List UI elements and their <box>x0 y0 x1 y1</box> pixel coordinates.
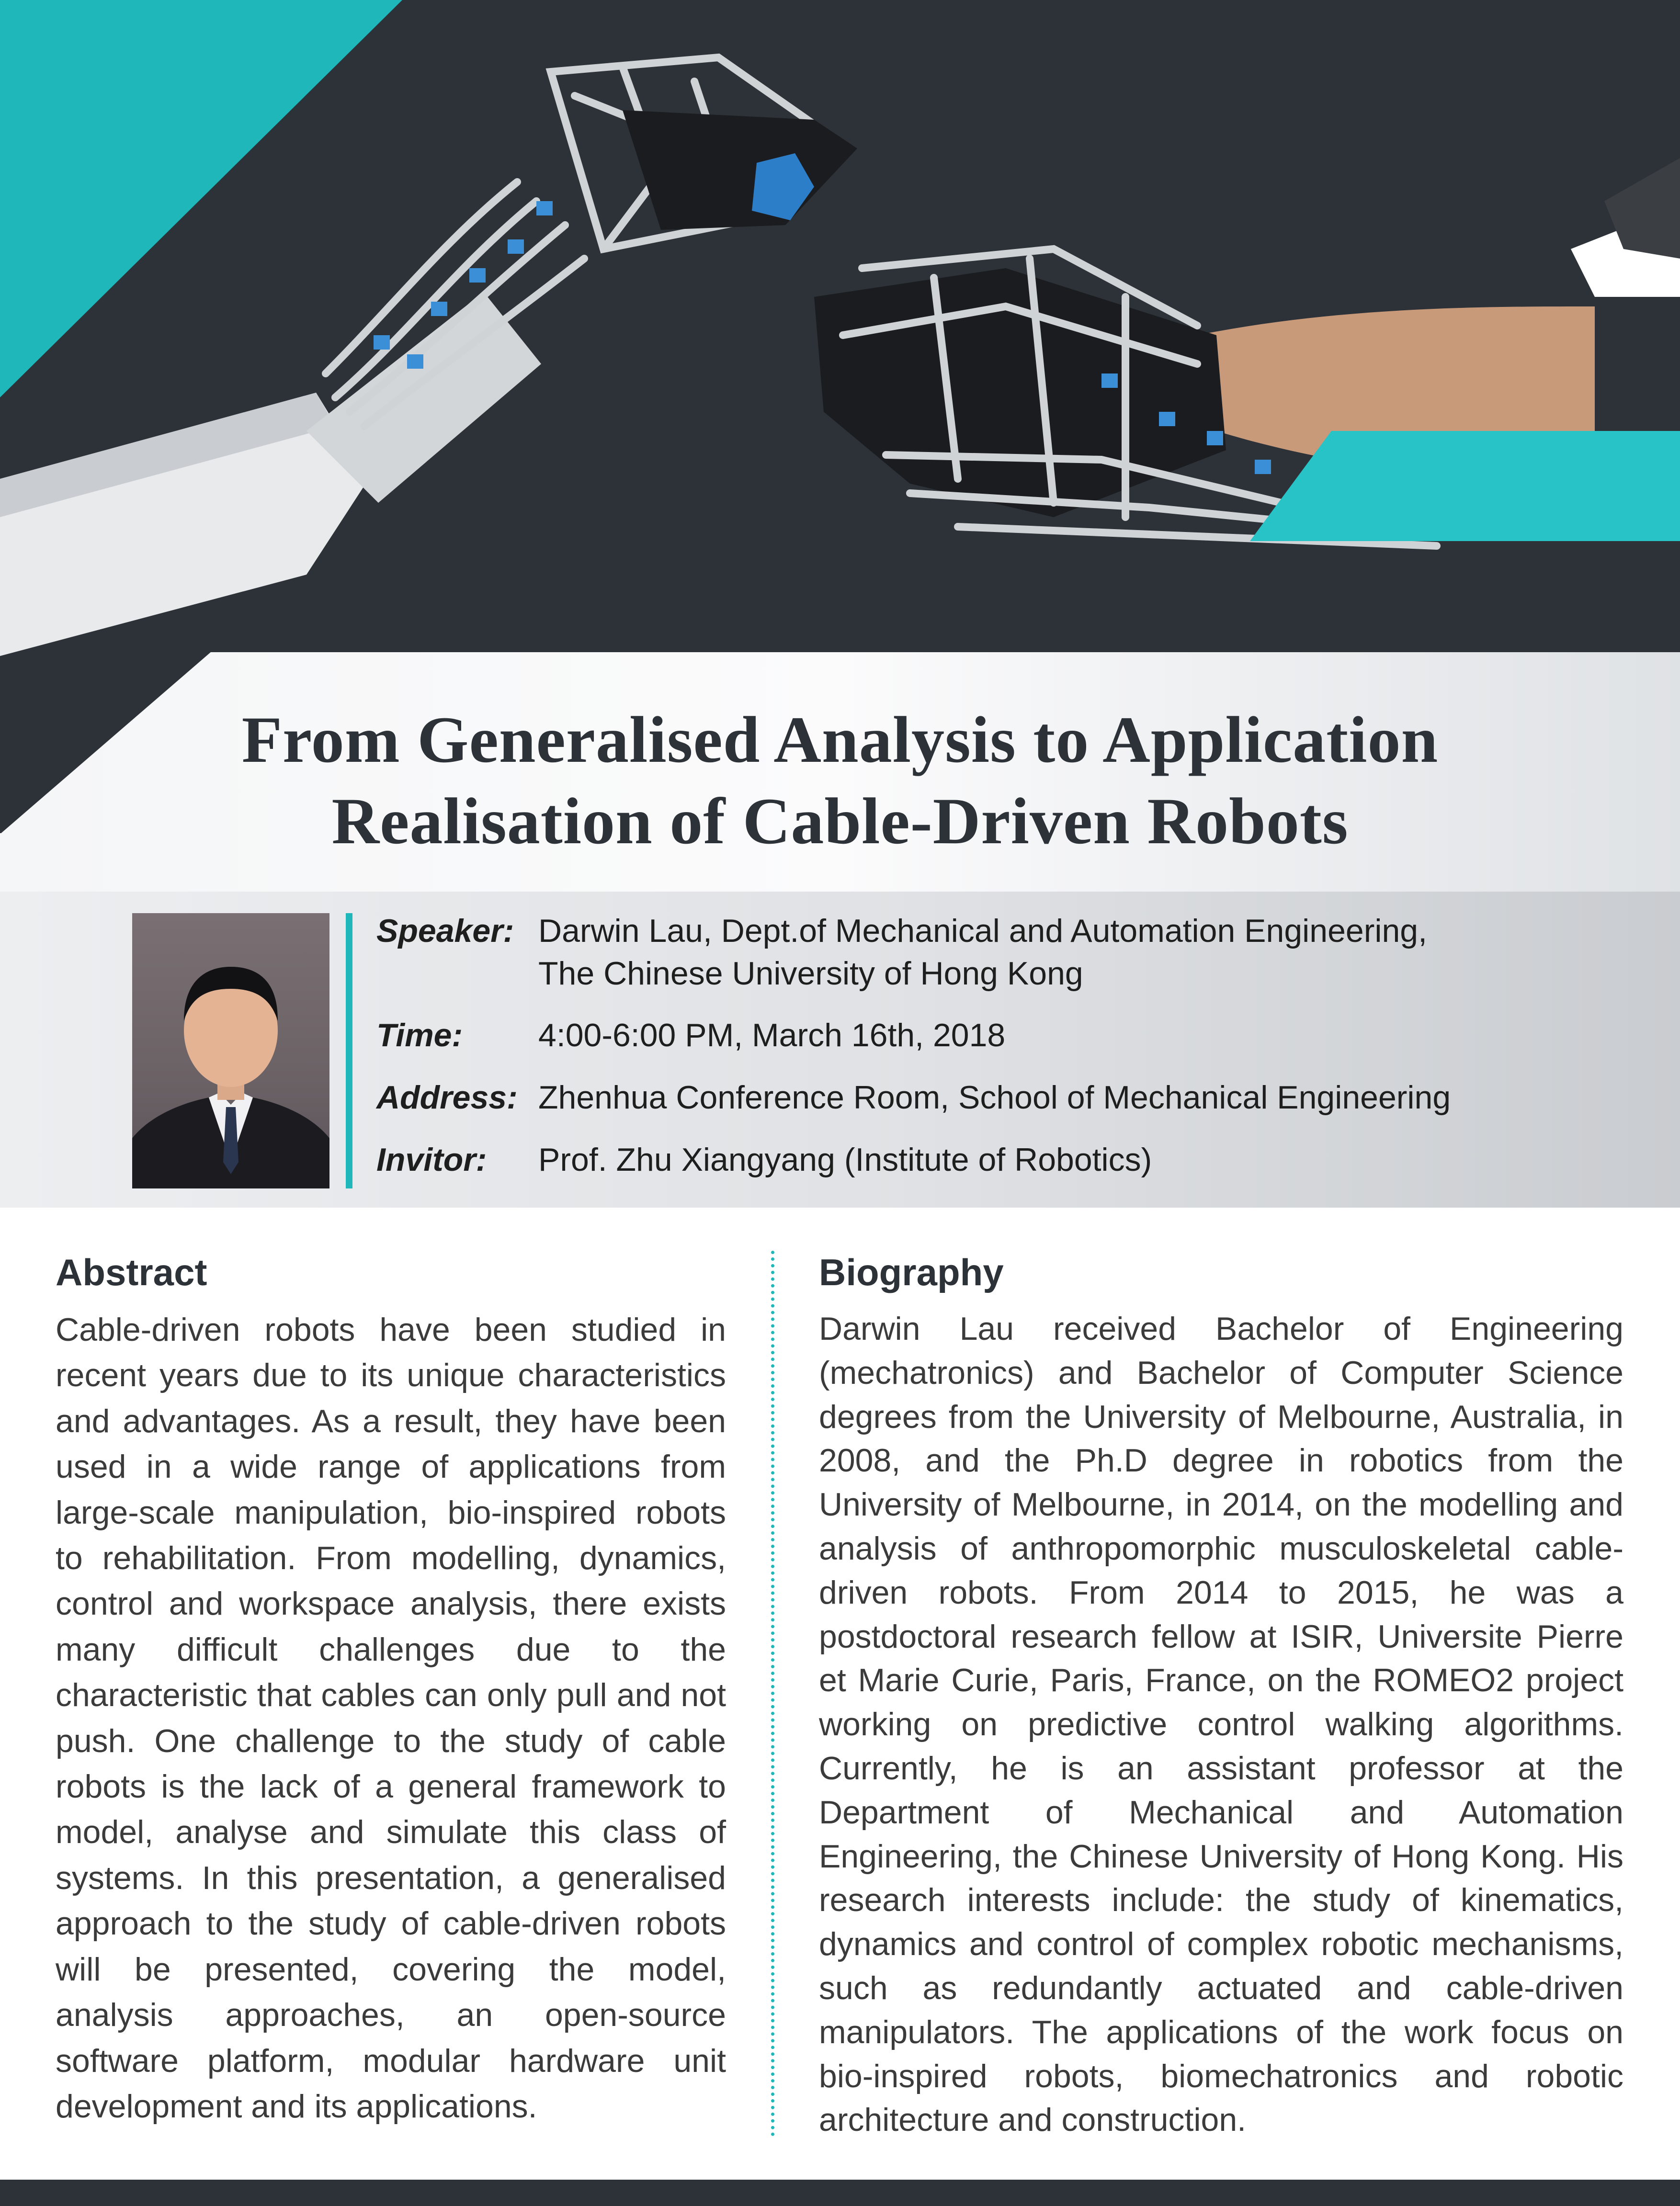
page-title <box>0 699 1680 862</box>
abstract-heading: Abstract <box>56 1251 207 1293</box>
address-label: Address: <box>376 1079 518 1116</box>
invitor-value: Prof. Zhu Xiangyang (Institute of Robotics) <box>538 1142 1152 1178</box>
invitor-label: Invitor: <box>376 1142 487 1178</box>
time-label: Time: <box>376 1017 463 1053</box>
address-value: Zhenhua Conference Room, School of Mechanical Engineering <box>538 1079 1451 1116</box>
speaker-photo <box>132 913 329 1188</box>
column-divider <box>771 1251 774 2137</box>
title-line-2: Realisation of Cable-Driven Robots <box>331 784 1349 858</box>
abstract-text: Cable-driven robots have been studied in recent years due to its unique characteristics and advantages. As a result, they have been used in a wide range of applications from large-scale manipulation, bio-inspired robots to rehabilitation. From modelling, dynamics, control and workspace analysis, there exists many difficult challenges due to the characteristic that cables can only pull and not push. One challenge to the study of cable robots is the lack of a general framework to model, analyse and simulate this class of systems. In this presentation, a generalised approach to the study of cable-driven robots will be presented, covering the model, analysis approaches, an open-source software platform, modular hardware unit development and its applications. <box>56 1312 726 2125</box>
biography-text: Darwin Lau received Bachelor of Engineering (mechatronics) and Bachelor of Computer Science degrees from the University of Melbourne, Australia, in 2008, and the Ph.D degree in robotics from the University of Melbourne, in 2014, on the modelling and analysis of anthropomorphic musculoskeletal cable-driven robots. From 2014 to 2015, he was a postdoctoral research fellow at ISIR, Universite Pierre et Marie Curie, Paris, France, on the ROMEO2 project working on predictive control walking algorithms. Currently, he is an assistant professor at the Department of Mechanical and Automation Engineering, the Chinese University of Hong Kong. His research interests include: the study of kinematics, dynamics and control of complex robotic mechanisms, such as redundantly actuated and cable-driven manipulators. The applications of the work focus on bio-inspired robots, biomechatronics and robotic architecture and construction. <box>819 1311 1623 2138</box>
info-accent-bar <box>346 913 352 1188</box>
speaker-value-line-1: Darwin Lau, Dept.of Mechanical and Automation Engineering, <box>538 913 1428 949</box>
title-line-1: From Generalised Analysis to Application <box>241 703 1439 776</box>
speaker-value-line-2: The Chinese University of Hong Kong <box>538 955 1083 992</box>
speaker-label: Speaker: <box>376 913 514 949</box>
footer-bar <box>0 2180 1680 2206</box>
time-value: 4:00-6:00 PM, March 16th, 2018 <box>538 1017 1006 1053</box>
biography-heading: Biography <box>819 1251 1004 1293</box>
teal-corner-shape <box>0 0 402 397</box>
